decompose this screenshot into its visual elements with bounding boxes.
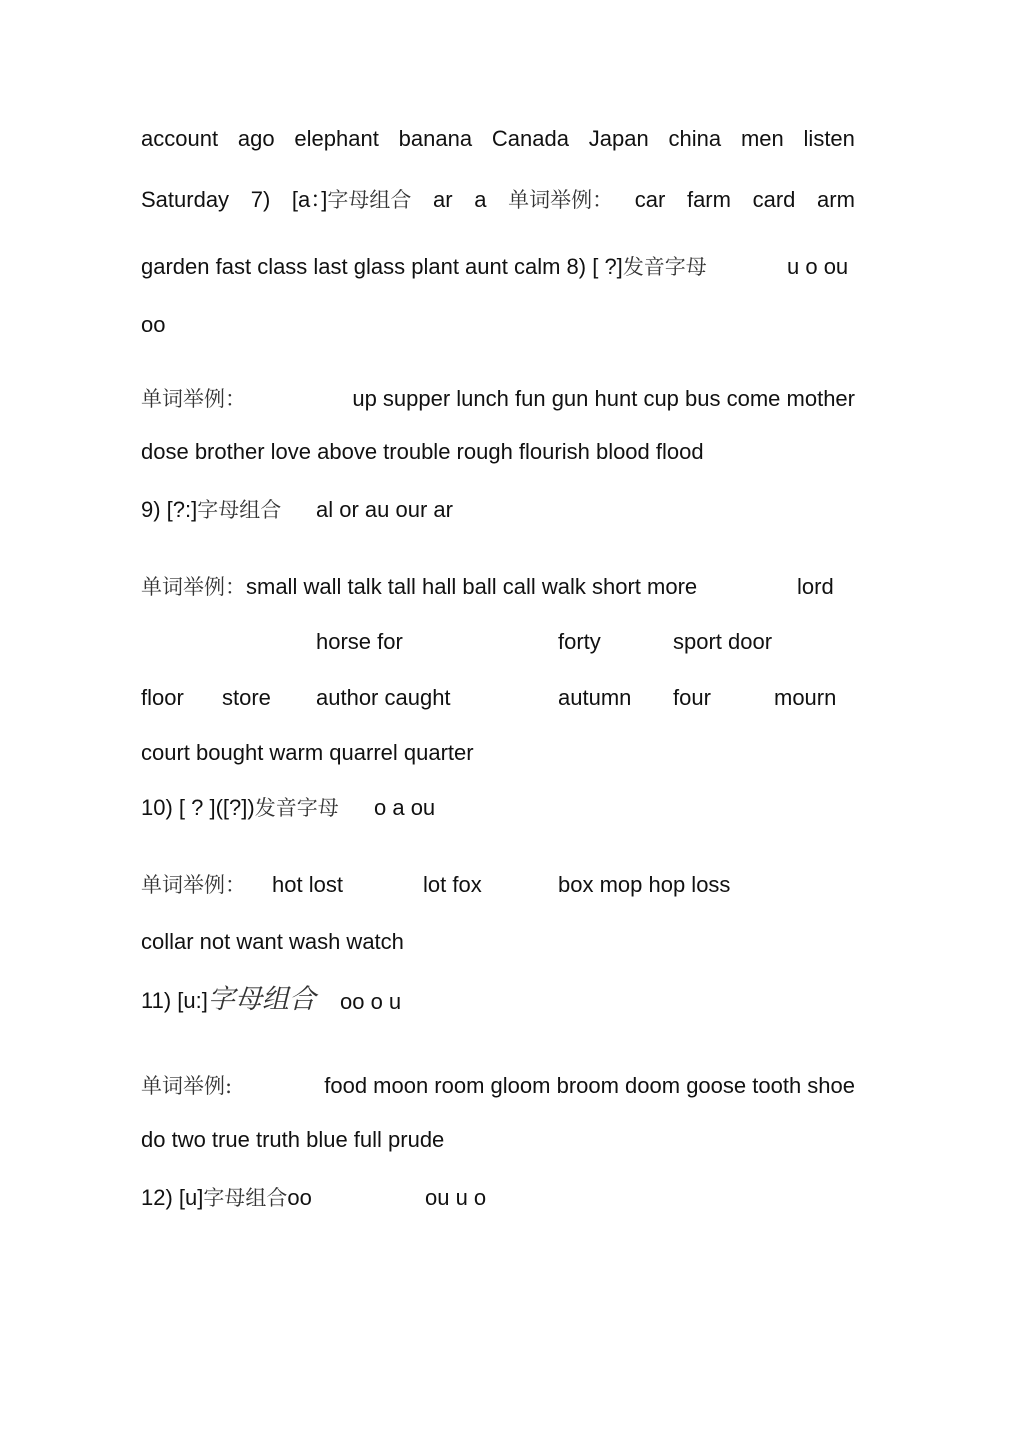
words: horse for [316, 629, 403, 654]
text-line-4: oo [141, 312, 166, 337]
example-label: 单词举例： [141, 873, 246, 897]
example-words: food moon room gloom broom doom goose tooth shoe [324, 1073, 855, 1098]
phonetic-heading: [a：]字母组合 [291, 187, 412, 212]
word: card [752, 187, 796, 212]
word: a [474, 187, 487, 212]
letter-combination-label: 字母组合 [327, 188, 412, 212]
words: lot fox [423, 872, 482, 897]
example-label: 单词举例： [508, 188, 614, 212]
text-line-15: 11) [u:]字母组合 [141, 984, 316, 1015]
word: account [141, 126, 219, 151]
word: men [740, 126, 784, 151]
example-words: up supper lunch fun gun hunt cup bus come mother [352, 386, 855, 411]
text-line-11: court bought warm quarrel quarter [141, 740, 474, 765]
word: store [222, 685, 271, 710]
words: sport door [673, 629, 773, 654]
word: farm [686, 187, 731, 212]
text-line-3: garden fast class last glass plant aunt calm 8) [ ?]发音字母 [141, 254, 707, 279]
words: box mop hop loss [558, 872, 731, 897]
word: listen [803, 126, 855, 151]
word: banana [398, 126, 473, 151]
text-line-12: 10) [ ? ]([?])发音字母 [141, 795, 339, 820]
word: ar [433, 187, 453, 212]
word: Saturday [141, 187, 230, 212]
text-line-13 [141, 872, 246, 898]
word: lord [797, 574, 834, 599]
word: forty [558, 629, 601, 654]
letters: ou u o [425, 1185, 487, 1210]
letters: al or au our ar [316, 497, 453, 522]
letters: o a ou [374, 795, 436, 820]
word: arm [817, 187, 855, 212]
text-line-8 [141, 574, 697, 600]
text-line-14: collar not want wash watch [141, 929, 404, 954]
word: mourn [774, 685, 837, 710]
letters: u o ou [787, 254, 849, 279]
text-line-17: do two true truth blue full prude [141, 1127, 445, 1152]
words: author caught [316, 685, 451, 710]
text-line-7: 9) [?:]字母组合 [141, 497, 282, 522]
text-line-18: 12) [u]字母组合oo [141, 1185, 312, 1210]
item-number: 7) [250, 187, 271, 212]
words: hot lost [272, 872, 343, 897]
letter-combination-label: 字母组合 [207, 984, 316, 1015]
word: car [634, 187, 666, 212]
word: autumn [558, 685, 632, 710]
word: ago [237, 126, 275, 151]
text-line-1 [141, 126, 855, 152]
example-label: 单词举例： [141, 575, 246, 599]
text-line-5 [141, 386, 855, 412]
pronunciation-letter-label: 发音字母 [254, 796, 339, 820]
letter-combination-label: 字母组合 [197, 498, 282, 522]
word: four [673, 685, 711, 710]
pronunciation-letter-label: 发音字母 [622, 255, 707, 279]
letters: oo o u [340, 989, 402, 1014]
letter-combination-label: 字母组合 [203, 1186, 288, 1210]
word: Canada [491, 126, 569, 151]
word: floor [141, 685, 184, 710]
example-label: 单词举例： [141, 387, 246, 411]
word: china [668, 126, 722, 151]
text-line-2 [141, 187, 855, 213]
text-line-6: dose brother love above trouble rough flourish blood flood [141, 439, 704, 464]
word: Japan [588, 126, 649, 151]
example-label: 单词举例: [141, 1074, 233, 1098]
word: elephant [294, 126, 379, 151]
text-line-16 [141, 1073, 855, 1099]
example-words: small wall talk tall hall ball call walk short more [246, 574, 698, 599]
